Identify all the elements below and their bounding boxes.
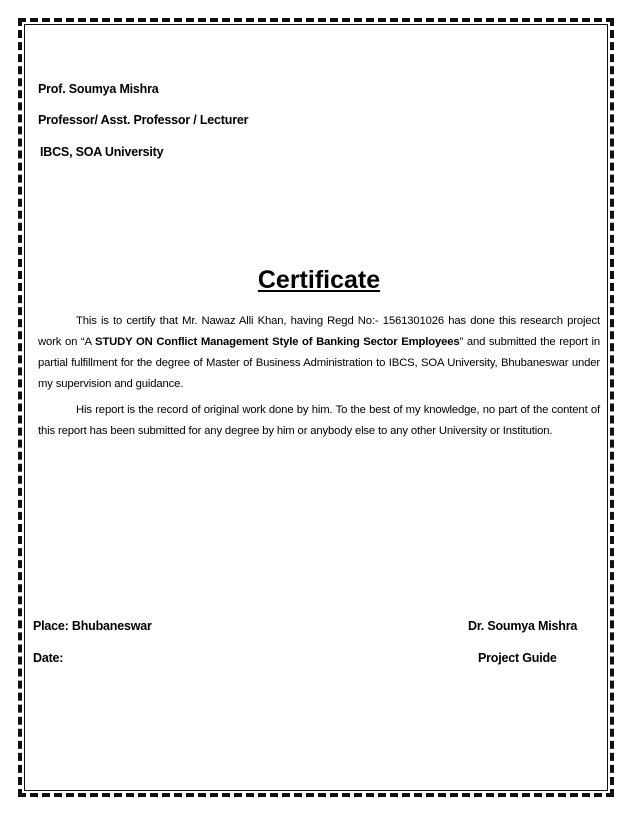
professor-designation: Professor/ Asst. Professor / Lecturer bbox=[38, 113, 249, 127]
place-label: Place: Bhubaneswar bbox=[33, 619, 152, 633]
certificate-paragraph-1 bbox=[38, 311, 600, 395]
guide-role: Project Guide bbox=[478, 651, 557, 665]
certificate-paragraph-2: His report is the record of original work done by him. To the best of my knowledge, no part of the content of this report has been submitted for any degree by him or anybody else to any other University or Institution. bbox=[38, 404, 600, 437]
certificate-title bbox=[0, 266, 638, 295]
institution-name: IBCS, SOA University bbox=[40, 145, 164, 159]
paragraph-1-rest: ” and submitted the report in partial fulfillment for the degree of Master of Business Administration to IBCS, SOA University, Bhubaneswar under my supervision and guidance. bbox=[38, 336, 600, 390]
project-title: STUDY ON Conflict Management Style of Banking Sector Employees bbox=[94, 336, 460, 348]
guide-name: Dr. Soumya Mishra bbox=[468, 619, 578, 633]
certificate-title-text: Certificate bbox=[257, 266, 381, 294]
date-label: Date: bbox=[33, 651, 64, 665]
paragraph-1-intro: This is to certify that Mr. Nawaz Alli Khan, having Regd No:- 1561301026 has done this research project work on “A bbox=[38, 315, 600, 348]
professor-name: Prof. Soumya Mishra bbox=[38, 82, 159, 96]
